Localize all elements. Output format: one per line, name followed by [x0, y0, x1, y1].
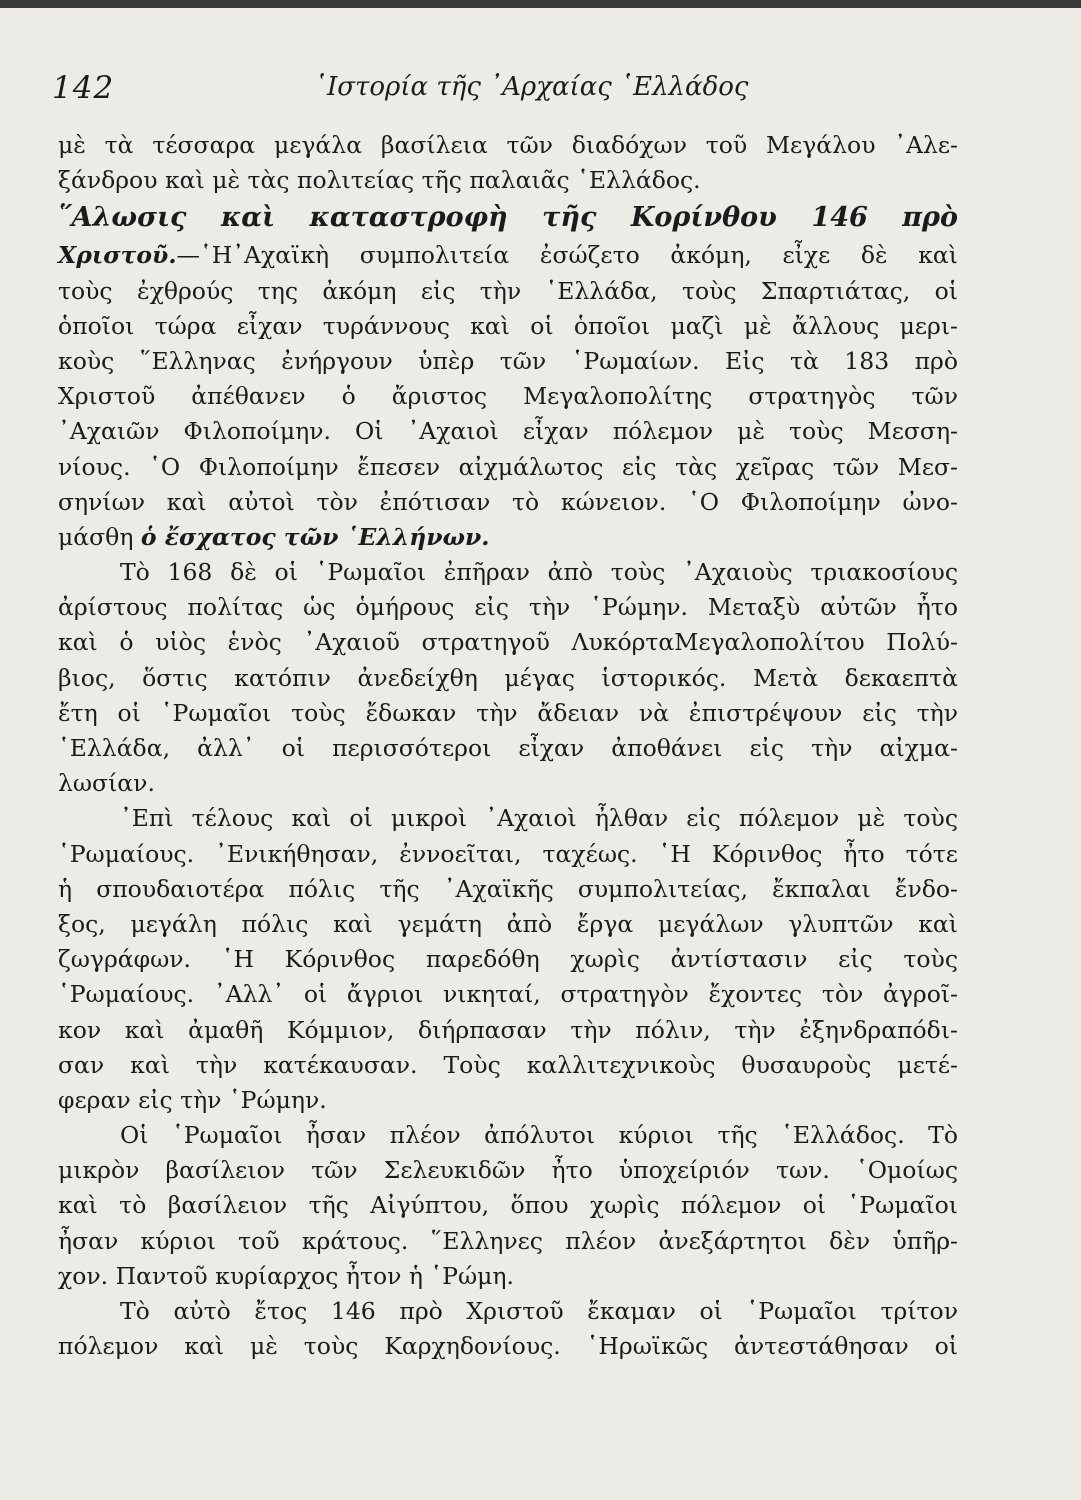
page-body-text	[58, 128, 958, 1364]
text-line: σαν καὶ τὴν κατέκαυσαν. Τοὺς καλλιτεχνικοὺς θυσαυροὺς μετέ-	[58, 1050, 958, 1079]
text-line: ῾Ρωμαίους. ᾿Αλλ᾿ οἱ ἄγριοι νικηταί, στρατηγὸν ἔχοντες τὸν ἀγροῖ-	[58, 980, 958, 1009]
text-line: τοὺς ἐχθρούς της ἀκόμη εἰς τὴν ῾Ελλάδα, τοὺς Σπαρτιάτας, οἱ	[58, 276, 958, 305]
text-line: Τὸ αὐτὸ ἔτος 146 πρὸ Χριστοῦ ἔκαμαν οἱ ῾Ρωμαῖοι τρίτον	[120, 1297, 958, 1325]
text-line: καὶ ὁ υἱὸς ἑνὸς ᾿Αχαιοῦ στρατηγοῦ ΛυκόρταΜεγαλοπολίτου Πολύ-	[58, 628, 958, 657]
text-run: —῾Η᾿Αχαϊκὴ συμπολιτεία ἐσώζετο ἀκόμη, εἶχε δὲ καὶ	[176, 241, 958, 270]
section-heading	[58, 198, 958, 238]
section-heading-text: Χριστοῦ.	[58, 241, 177, 270]
page-number: 142	[52, 70, 115, 106]
text-line: ᾿Επὶ τέλους καὶ οἱ μικροὶ ᾿Αχαιοὶ ἦλθαν εἰς πόλεμον μὲ τοὺς	[120, 804, 958, 833]
text-line: βιος, ὅστις κατόπιν ἀνεδείχθη μέγας ἱστορικός. Μετὰ δεκαεπτὰ	[58, 663, 958, 692]
emphasized-text: ὁ ἔσχατος τῶν ῾Ελλήνων.	[140, 522, 490, 551]
text-line: ᾿Αχαιῶν Φιλοποίμην. Οἱ ᾿Αχαιοὶ εἶχαν πόλεμον μὲ τοὺς Μεσση-	[58, 417, 958, 446]
text-line: ξος, μεγάλη πόλις καὶ γεμάτη ἀπὸ ἔργα μεγάλων γλυπτῶν καὶ	[58, 909, 958, 938]
text-line: ἔτη οἱ ῾Ρωμαῖοι τοὺς ἔδωκαν τὴν ἄδειαν νὰ ἐπιστρέψουν εἰς τὴν	[58, 698, 958, 727]
text-line	[58, 520, 958, 555]
text-line: Οἱ ῾Ρωμαῖοι ἦσαν πλέον ἀπόλυτοι κύριοι τῆς ῾Ελλάδος. Τὸ	[120, 1121, 958, 1150]
text-line: Χριστοῦ ἀπέθανεν ὁ ἄριστος Μεγαλοπολίτης στρατηγὸς τῶν	[58, 382, 958, 411]
text-line: λωσίαν.	[58, 769, 155, 798]
text-line: ὁποῖοι τώρα εἶχαν τυράννους καὶ οἱ ὁποῖοι μαζὶ μὲ ἄλλους μερι-	[58, 311, 958, 340]
page-header	[52, 70, 1032, 110]
text-line: ἡ σπουδαιοτέρα πόλις τῆς ᾿Αχαϊκῆς συμπολιτείας, ἔκπαλαι ἔνδο-	[58, 874, 958, 903]
text-line: ῾Ελλάδα, ἀλλ᾿ οἱ περισσότεροι εἶχαν ἀποθάνει εἰς τὴν αἰχμα-	[58, 734, 958, 762]
text-line: καὶ τὸ βασίλειον τῆς Αἰγύπτου, ὅπου χωρὶς πόλεμον οἱ ῾Ρωμαῖοι	[58, 1191, 958, 1220]
text-line: νίους. ῾Ο Φιλοποίμην ἔπεσεν αἰχμάλωτος εἰς τὰς χεῖρας τῶν Μεσ-	[58, 452, 958, 481]
text-line: σηνίων καὶ αὐτοὶ τὸν ἐπότισαν τὸ κώνειον. ῾Ο Φιλοποίμην ὠνο-	[58, 487, 958, 516]
text-run: μάσθη	[58, 522, 134, 551]
text-line: μὲ τὰ τέσσαρα μεγάλα βασίλεια τῶν διαδόχων τοῦ Μεγάλου ᾿Αλε-	[58, 131, 958, 159]
text-line: ζωγράφων. ῾Η Κόρινθος παρεδόθη χωρὶς ἀντίστασιν εἰς τοὺς	[58, 945, 958, 974]
text-line: ἀρίστους πολίτας ὡς ὁμήρους εἰς τὴν ῾Ρώμην. Μεταξὺ αὐτῶν ἦτο	[58, 593, 958, 622]
text-line: πόλεμον καὶ μὲ τοὺς Καρχηδονίους. ῾Ηρωϊκῶς ἀντεστάθησαν οἱ	[58, 1332, 958, 1361]
section-heading-text: ῞Αλωσις καὶ καταστροφὴ τῆς Κορίνθου 146 πρὸ	[58, 202, 958, 234]
text-line: κον καὶ ἀμαθῆ Κόμμιον, διήρπασαν τὴν πόλιν, τὴν ἐξηνδραπόδι-	[58, 1015, 958, 1044]
text-line	[58, 238, 958, 273]
text-line: ῾Ρωμαίους. ᾿Ενικήθησαν, ἐννοεῖται, ταχέως. ῾Η Κόρινθος ἦτο τότε	[58, 839, 958, 868]
text-line: κοὺς ῞Ελληνας ἐνήργουν ὑπὲρ τῶν ῾Ρωμαίων. Εἰς τὰ 183 πρὸ	[58, 346, 958, 375]
text-line: χον. Παντοῦ κυρίαρχος ἦτον ἡ ῾Ρώμη.	[58, 1261, 514, 1290]
text-line: ξάνδρου καὶ μὲ τὰς πολιτείας τῆς παλαιᾶς ῾Ελλάδος.	[58, 166, 701, 195]
text-line: φεραν εἰς τὴν ῾Ρώμην.	[58, 1085, 327, 1114]
text-line: Τὸ 168 δὲ οἱ ῾Ρωμαῖοι ἐπῆραν ἀπὸ τοὺς ᾿Αχαιοὺς τριακοσίους	[120, 558, 958, 587]
running-title: ῾Ιστορία τῆς ᾿Αρχαίας ῾Ελλάδος	[314, 72, 749, 102]
text-line: ἦσαν κύριοι τοῦ κράτους. ῞Ελληνες πλέον ἀνεξάρτητοι δὲν ὑπῆρ-	[58, 1226, 958, 1255]
text-line: μικρὸν βασίλειον τῶν Σελευκιδῶν ἦτο ὑποχείριόν των. ῾Ομοίως	[58, 1156, 958, 1185]
